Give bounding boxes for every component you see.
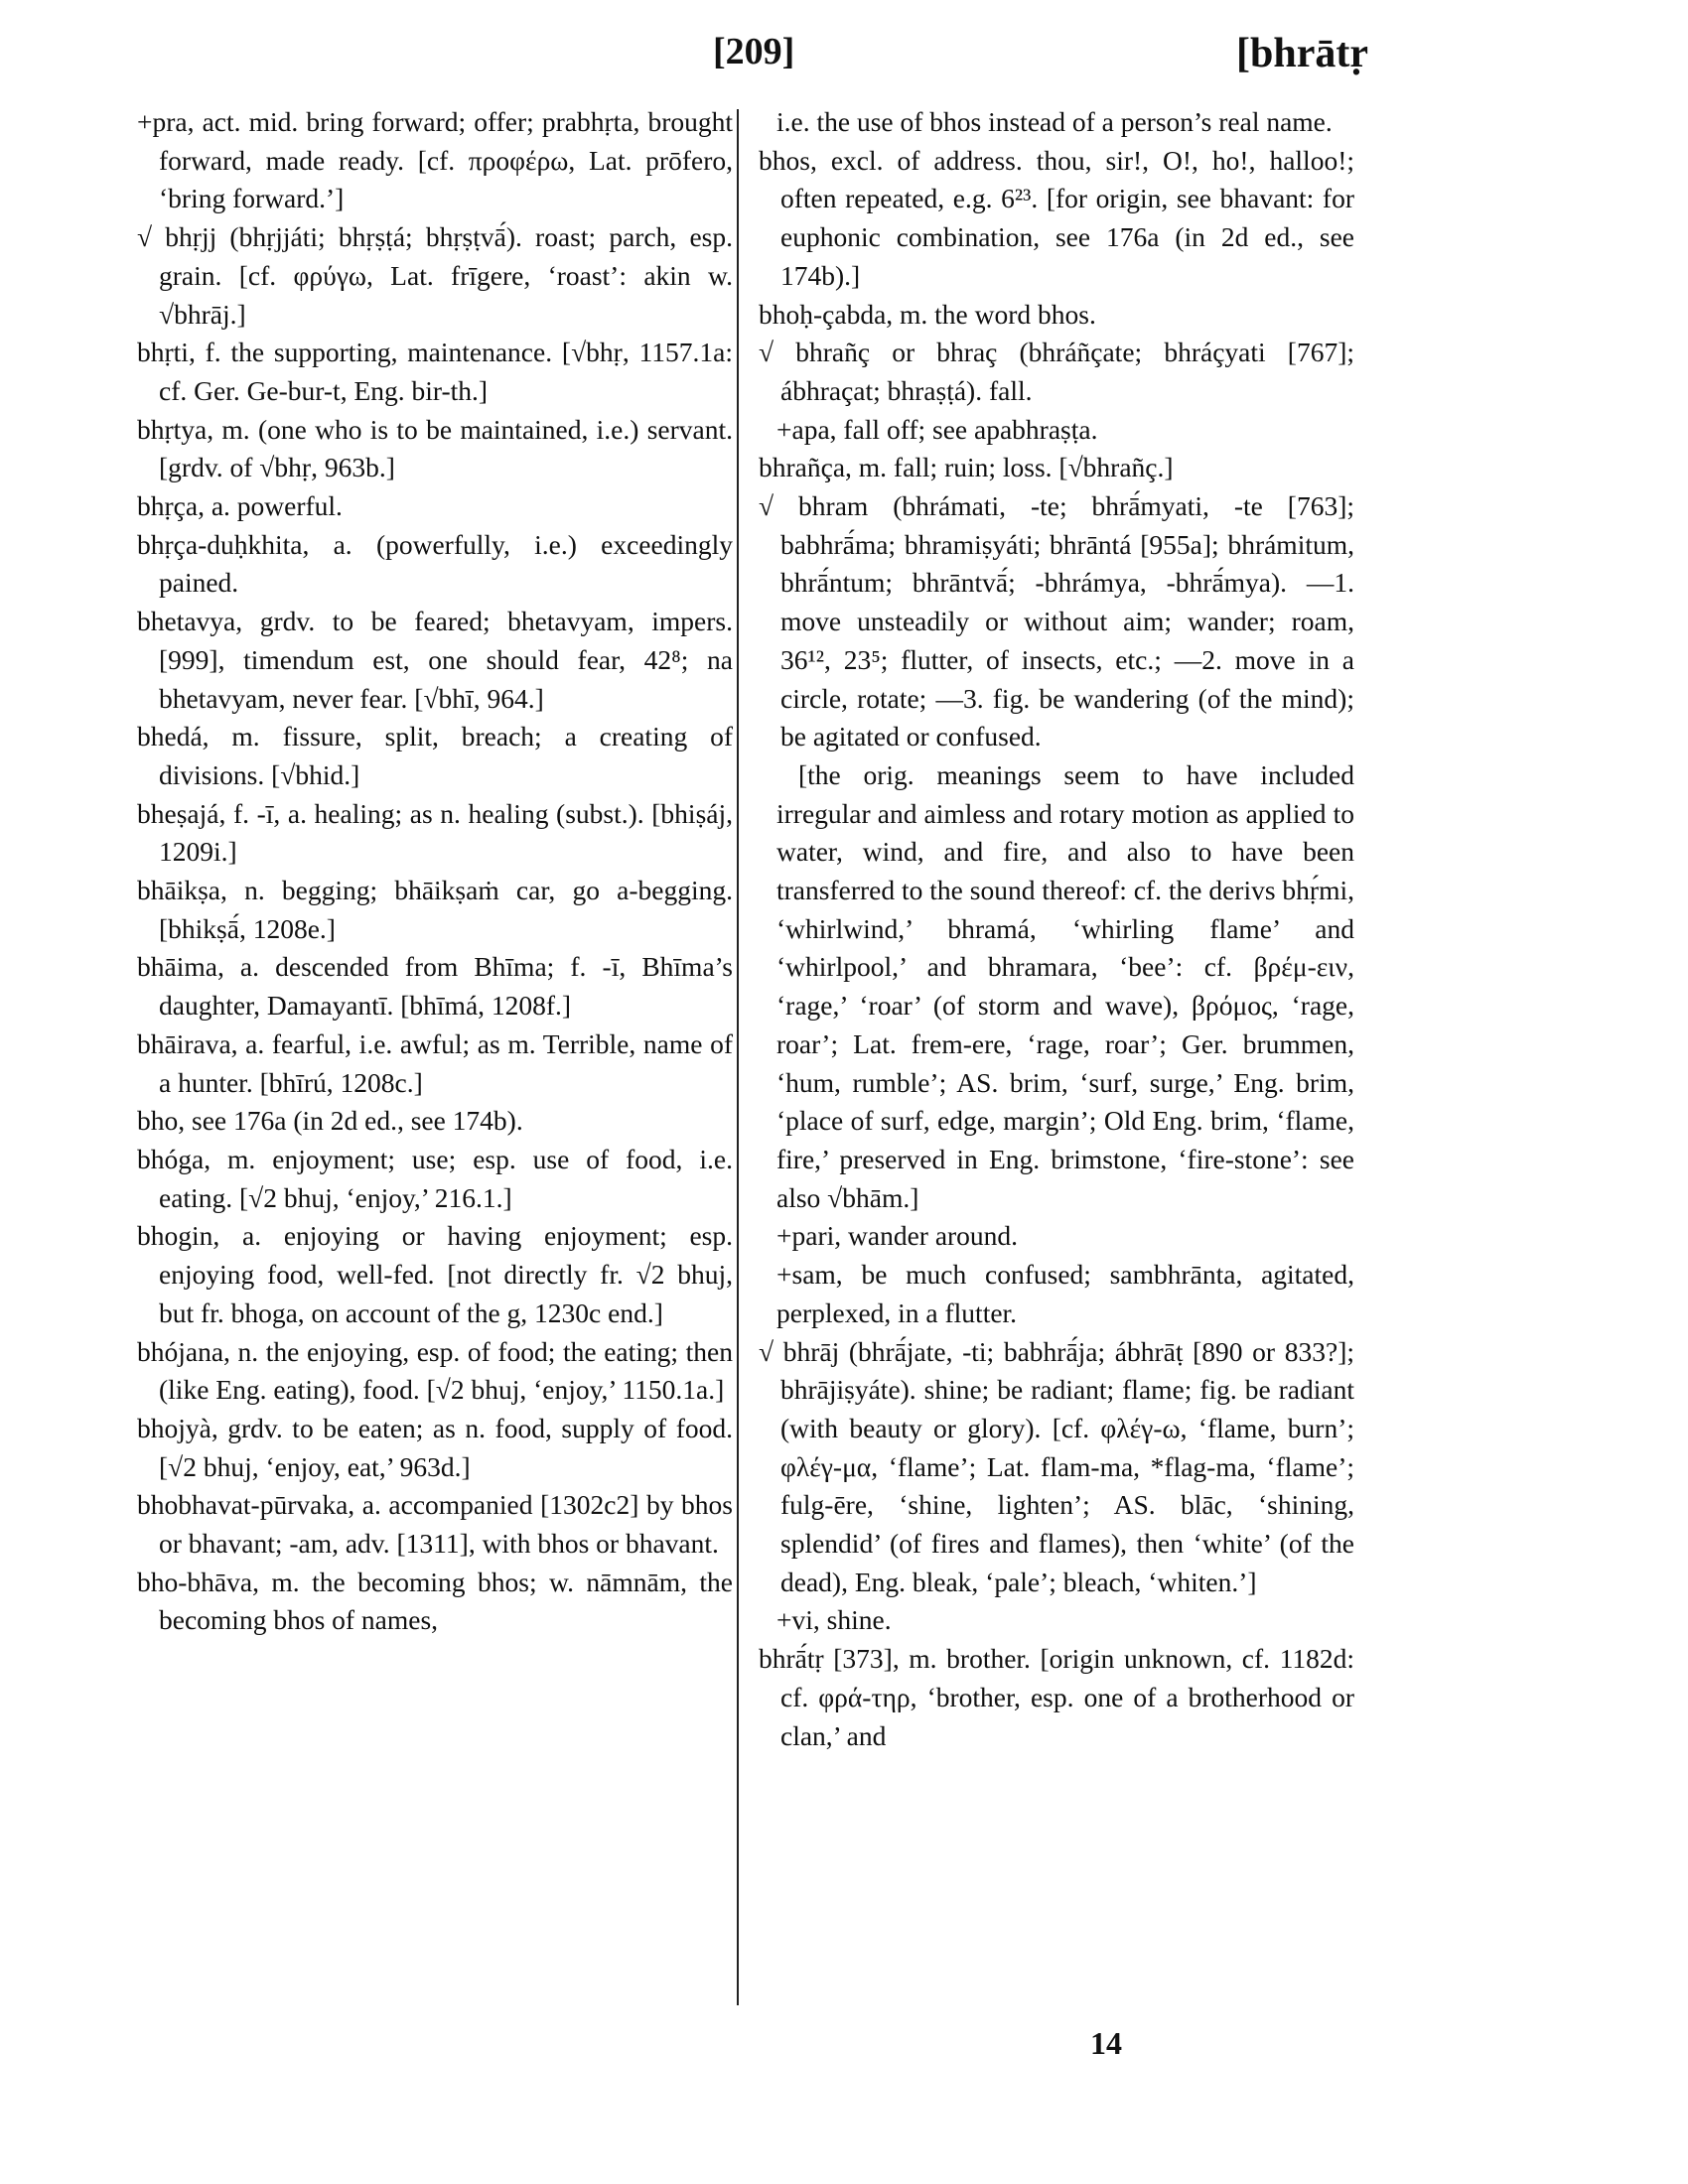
entry-bhrti: bhṛti, f. the supporting, maintenance. [√bhṛ, 1157.1a: cf. Ger. Ge-bur-t, Eng. bir-th.] (137, 337, 733, 406)
entry-bhaiksa: bhāikṣa, n. begging; bhāikṣaṁ car, go a-begging. [bhikṣā́, 1208e.] (137, 875, 733, 944)
entry-bhobhavat-purvaka: bhobhavat-pūrvaka, a. accompanied [1302c2] by bhos or bhavant; -am, adv. [1311], with bhos or bhavant. (137, 1489, 733, 1560)
subentry-pari: +pari, wander around. (776, 1220, 1019, 1252)
entry-bhaima: bhāima, a. descended from Bhīma; f. -ī, Bhīma’s daughter, Damayantī. [bhīmá, 1208f.] (137, 951, 733, 1022)
entry-bhetavya: bhetavya, grdv. to be feared; bhetavyam, impers. [999], timendum est, one should fear, 42⁸; na bhetavyam, never fear. [√bhī, 964.] (137, 606, 733, 714)
entry-bhojya: bhojyà, grdv. to be eaten; as n. food, supply of food. [√2 bhuj, ‘enjoy, eat,’ 963d.] (137, 1412, 733, 1482)
entry-bhairava: bhāirava, a. fearful, i.e. awful; as m. Terrible, name of a hunter. [bhīrú, 1208c.] (137, 1027, 733, 1098)
entry-bhrtya: bhṛtya, m. (one who is to be maintained, i.e.) servant. [grdv. of √bhṛ, 963b.] (137, 413, 733, 483)
entry-continuation: i.e. the use of bhos instead of a person’s real name. (776, 106, 1333, 137)
entry-bhram: √ bhram (bhrámati, -te; bhrā́myati, -te [763]; babhrā́ma; bhramiṣyáti; bhrāntá [955a]; bhrámitum, bhrā́ntum; bhrāntvā́; -bhrámya, -bhrā́mya). —1. move unsteadily or without aim; wander; roam, 36¹², 23⁵; flutter, of insects, etc.; —2. move in a circle, rotate; —3. fig. be wandering (of the mind); be agitated or confused. (759, 490, 1354, 752)
entry-bhojana: bhójana, n. the enjoying, esp. of food; the eating; then (like Eng. eating), food. [√2 bhuj, ‘enjoy,’ 1150.1a.] (137, 1335, 733, 1406)
page-header (0, 18, 1688, 87)
entry-bhos: bhos, excl. of address. thou, sir!, O!, ho!, halloo!; often repeated, e.g. 6²³. [for origin, see bhavant: for euphonic combination, see 176a (in 2d ed., see 174b).] (759, 144, 1354, 291)
entry-bhrca-duhkhita: bhṛça-duḥkhita, a. (powerfully, i.e.) exceedingly pained. (137, 528, 733, 599)
entry-bhrjj: √ bhṛjj (bhṛjjáti; bhṛṣṭá; bhṛṣṭvā́). roast; parch, esp. grain. [cf. φρύγω, Lat. frīgere, ‘roast’: akin w. √bhrāj.] (137, 221, 733, 330)
entry-bhogin: bhogin, a. enjoying or having enjoyment; esp. enjoying food, well-fed. [not directly fr. √2 bhuj, but fr. bhoga, on account of the g, 1230c end.] (137, 1220, 733, 1328)
page-number: [209] (713, 31, 795, 72)
entry-bhesaja: bheṣajá, f. -ī, a. healing; as n. healing (subst.). [bhiṣáj, 1209i.] (137, 797, 733, 868)
left-column (137, 103, 733, 1640)
etymology-bhram: [the orig. meanings seem to have included irregular and aimless and rotary motion as applied to water, wind, and fire, and also to have been transferred to the sound thereof: cf. the derivs bhṛ́mi, ‘whirlwind,’ bhramá, ‘whirling flame’ and ‘whirlpool,’ and bhramara, ‘bee’: cf. βρέμ-ειν, ‘rage,’ ‘roar’ (of storm and wave), βρόμος, ‘rage, roar’; Lat. frem-ere, ‘rage, roar’; Ger. brummen, ‘hum, rumble’; AS. brim, ‘surf, surge,’ Eng. brim, ‘place of surf, edge, margin’; Old Eng. brim, ‘flame, fire,’ preserved in Eng. brimstone, ‘fire-stone’: see also √bhām.] (776, 758, 1354, 1213)
entry-bhranca: bhrañça, m. fall; ruin; loss. [√bhrañç.] (759, 452, 1174, 483)
entry-bho-bhava: bho-bhāva, m. the becoming bhos; w. nāmnām, the becoming bhos of names, (137, 1566, 733, 1636)
subentry-apa: +apa, fall off; see apabhraṣṭa. (776, 413, 1098, 445)
column-divider (737, 109, 739, 2005)
entry-pra: +pra, act. mid. bring forward; offer; prabhṛta, brought forward, made ready. [cf. προφέρω, Lat. prōfero, ‘bring forward.’] (137, 106, 733, 214)
subentry-sam: +sam, be much confused; sambhrānta, agitated, perplexed, in a flutter. (776, 1259, 1354, 1328)
entry-bhratr: bhrā́tṛ [373], m. brother. [origin unknown, cf. 1182d: cf. φρά-τηρ, ‘brother, esp. one of a brotherhood or clan,’ and (759, 1643, 1354, 1751)
running-head: [bhrātṛ (1236, 31, 1368, 76)
entry-bhrca: bhṛça, a. powerful. (137, 490, 343, 522)
right-column (759, 103, 1354, 1755)
entry-bho: bho, see 176a (in 2d ed., see 174b). (137, 1105, 523, 1137)
subentry-vi: +vi, shine. (776, 1604, 892, 1636)
entry-bheda: bhedá, m. fissure, split, breach; a creating of divisions. [√bhid.] (137, 721, 733, 790)
entry-bhoga: bhóga, m. enjoyment; use; esp. use of food, i.e. eating. [√2 bhuj, ‘enjoy,’ 216.1.] (137, 1143, 733, 1213)
entry-bhranc: √ bhrañç or bhraç (bhráñçate; bhráçyati [767]; ábhraçat; bhraṣṭá). fall. (759, 337, 1354, 406)
entry-bhraj: √ bhrāj (bhrā́jate, -ti; babhrā́ja; ábhrāṭ [890 or 833?]; bhrājiṣyáte). shine; be radiant; flame; fig. be radiant (with beauty or glory). [cf. φλέγ-ω, ‘flame, burn’; φλέγ-μα, ‘flame’; Lat. flam-ma, *flag-ma, ‘flame’; fulg-ēre, ‘shine, lighten’; AS. blāc, ‘shining, splendid’ (of fires and flames), then ‘white’ (of the dead), Eng. bleak, ‘pale’; bleach, ‘whiten.’] (759, 1335, 1354, 1597)
signature-number: 14 (1090, 2025, 1122, 2061)
entry-bhoh-cabda: bhoḥ-çabda, m. the word bhos. (759, 298, 1096, 330)
